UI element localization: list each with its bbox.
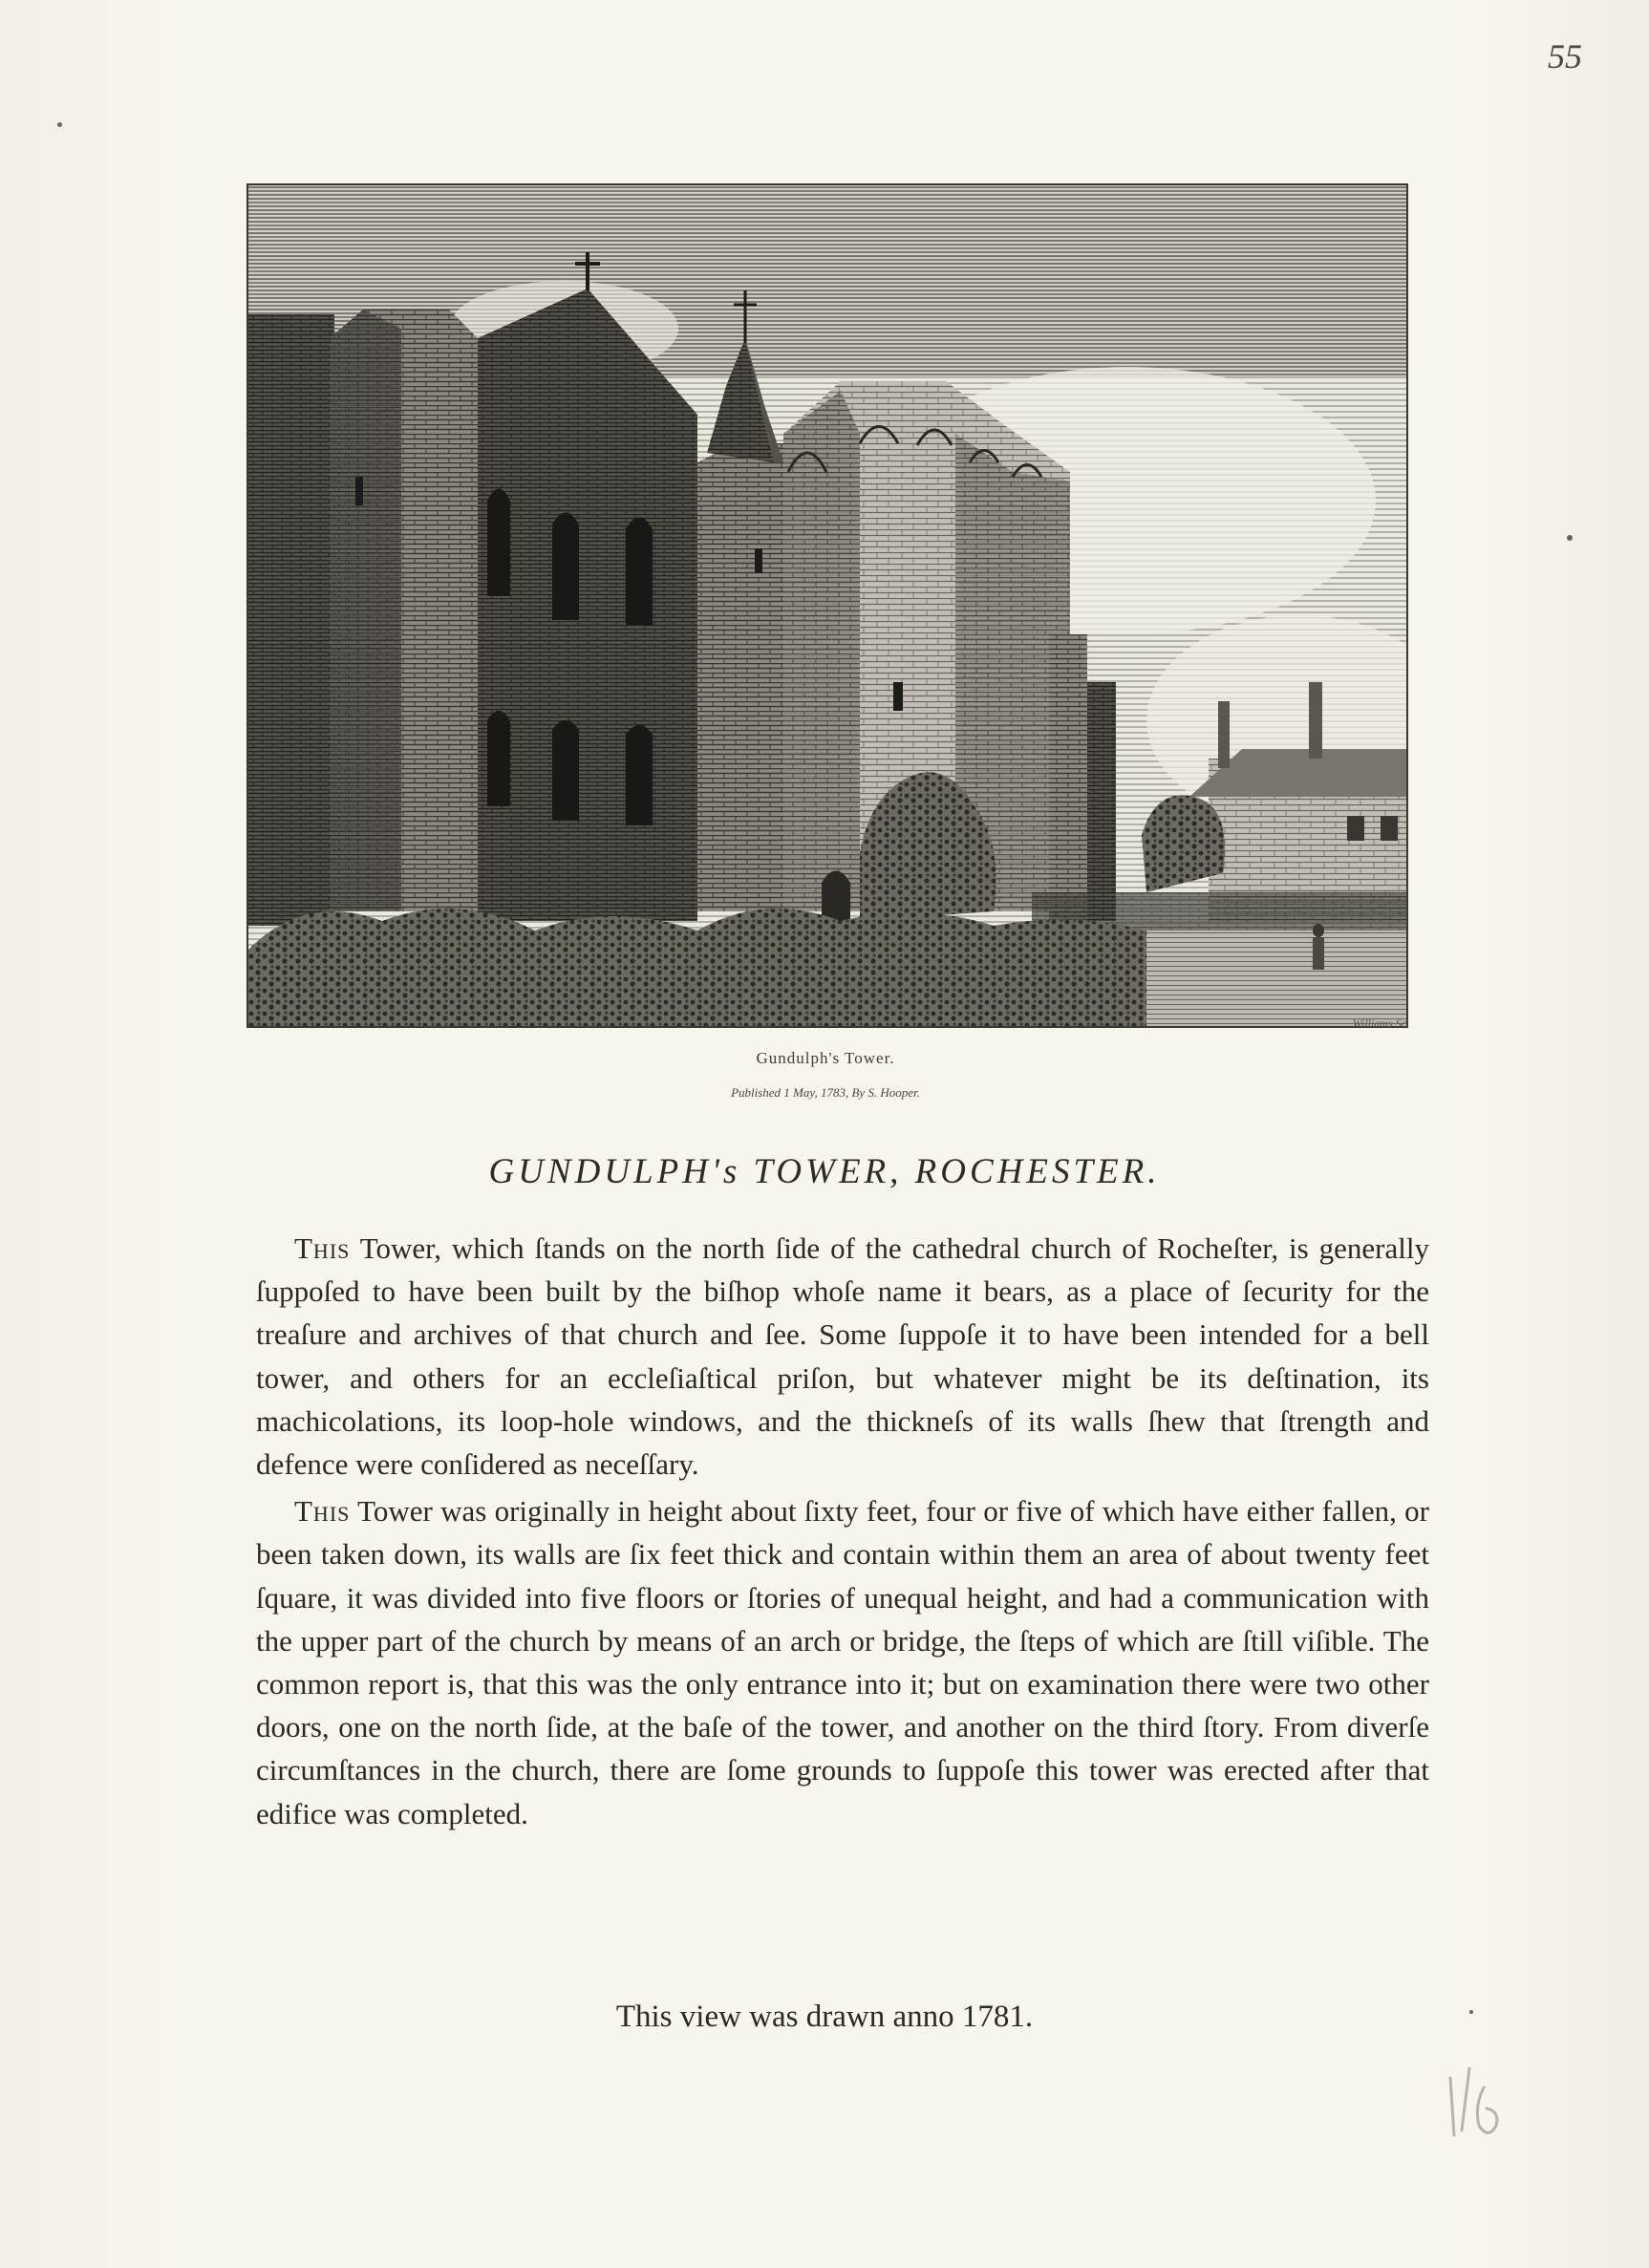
engraver-credit: Williams Sc. (1352, 1016, 1409, 1030)
gundulphs-tower-engraving (248, 185, 1406, 1026)
paragraph (256, 1489, 1429, 1835)
engraved-plate (246, 183, 1408, 1028)
article-title: GUNDULPH's TOWER, ROCHESTER. (488, 1152, 1161, 1191)
article-body (256, 1227, 1429, 1839)
paragraph (256, 1227, 1429, 1486)
closing-note: This view was drawn anno 1781. (615, 2000, 1034, 2034)
page-number: 55 (1548, 37, 1582, 75)
paragraph-text: Tower, which ſtands on the north ſide of the cathedral church of Rocheſter, is generally ſuppoſed to have been built by the biſhop whoſe name it bears, as a place of ſecurity for the treaſure and archives of that church and ſee. Some ſuppoſe it to have been intended for a bell tower, and others for an eccleſiaſtical priſon, but whatever might be its deſtination, its machicolations, its loop-hole windows, and the thickneſs of its walls ſhew that ſtrength and defence were conſidered as neceſſary. (256, 1231, 1429, 1482)
pencil-inscription (1441, 2059, 1517, 2145)
paragraph-lead: This (294, 1231, 351, 1265)
foxing-speck (1567, 535, 1573, 541)
paragraph-text: Tower was originally in height about ſixty feet, four or five of which have either fallen, or been taken down, its walls are ſix feet thick and contain within them an area of about twenty feet ſquare, it was divided into five floors or ſtories of unequal height, and had a communication with the upper part of the church by means of an arch or bridge, the ſteps of which are ſtill viſible. The common report is, that this was the only entrance into it; but on examination there were two other doors, one on the north ſide, at the baſe of the tower, and another on the third ſtory. From diverſe circumſtances in the church, there are ſome grounds to ſuppoſe this tower was erected after that edifice was completed. (256, 1494, 1429, 1830)
paragraph-lead: This (294, 1494, 351, 1529)
foxing-speck (57, 122, 62, 127)
plate-caption: Gundulph's Tower. (756, 1049, 895, 1067)
publication-line: Published 1 May, 1783, By S. Hooper. (731, 1085, 920, 1100)
foxing-speck (1469, 2010, 1473, 2014)
